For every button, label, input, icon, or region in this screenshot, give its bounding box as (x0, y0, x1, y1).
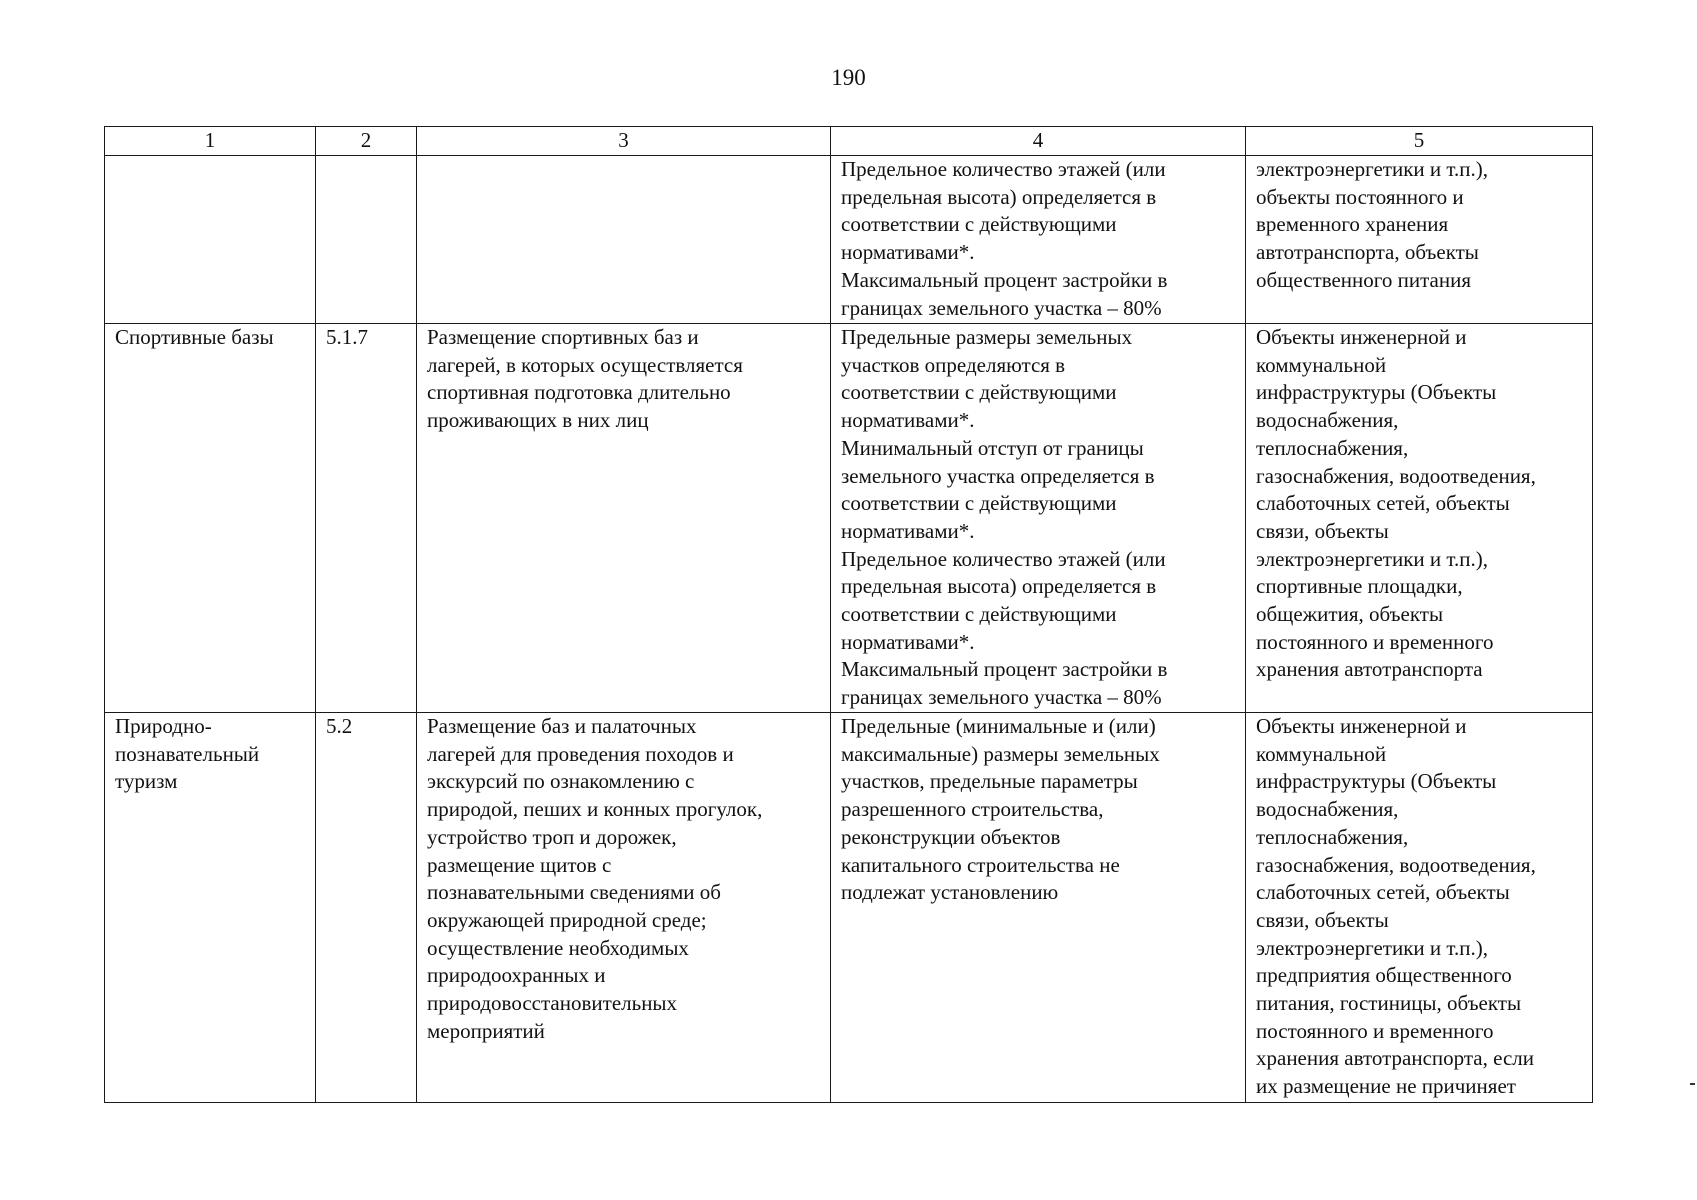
cell-text-line: Предельные размеры земельных (841, 325, 1133, 349)
cell-text-line: туризм (115, 769, 178, 794)
cell-text-line: электроэнергетики и т.п.), (1256, 935, 1488, 960)
cell-text-line: теплоснабжения, (1256, 824, 1409, 849)
cell-text-line: нормативами*. (841, 629, 975, 654)
cell-text-line: земельного участка определяется в (841, 463, 1155, 488)
cell-text-line: нормативами*. (841, 408, 975, 433)
cell-text-line: разрешенного строительства, (841, 797, 1104, 822)
auxiliary-uses-cell (1246, 156, 1593, 324)
cell-text-line: газоснабжения, водоотведения, (1256, 463, 1536, 488)
cell-text-line: нормативами*. (841, 518, 975, 543)
cell-text-line: постоянного и временного (1256, 629, 1494, 654)
cell-text-line: инфраструктуры (Объекты (1256, 380, 1497, 405)
cell-text-line: Размещение баз и палаточных (427, 714, 697, 738)
cell-text-line: спортивная подготовка длительно (427, 380, 731, 405)
cell-text-line: природовосстановительных (427, 991, 678, 1016)
cell-text-line: лагерей для проведения походов и (427, 741, 734, 766)
cell-text-line: окружающей природной среде; (427, 907, 707, 932)
parameters-cell (831, 156, 1246, 324)
page-number: 190 (831, 65, 866, 90)
cell-text-line: подлежат установлению (841, 880, 1059, 905)
cell-text-line: автотранспорта, объекты (1256, 240, 1479, 265)
cell-text-line: общежития, объекты (1256, 602, 1444, 627)
cell-text-line: реконструкции объектов (841, 824, 1061, 849)
cell-text-line: хранения автотранспорта, если (1256, 1046, 1535, 1071)
cell-text-line: Размещение спортивных баз и (427, 325, 699, 349)
cell-text-line: капитального строительства не (841, 852, 1120, 877)
table-row (105, 324, 1593, 713)
column-header-5: 5 (1246, 127, 1593, 156)
cell-text-line: максимальные) размеры земельных (841, 741, 1160, 766)
cell-text-line: временного хранения (1256, 212, 1449, 237)
column-header-2: 2 (316, 127, 417, 156)
cell-text-line: Минимальный отступ от границы (841, 435, 1144, 460)
cell-text-line: инфраструктуры (Объекты (1256, 769, 1497, 794)
use-description-cell (417, 713, 831, 1103)
cell-text-line: постоянного и временного (1256, 1018, 1494, 1043)
cell-text-line: соответствии с действующими (841, 380, 1117, 405)
cell-text-line: водоснабжения, (1256, 408, 1399, 433)
use-description-cell (417, 324, 831, 713)
cell-text-line: соответствии с действующими (841, 491, 1117, 516)
cell-text-line: осуществление необходимых (427, 935, 689, 960)
cell-text-line: природоохранных и (427, 963, 606, 988)
cell-text-line: границах земельного участка – 80% (841, 295, 1162, 320)
table-row (105, 156, 1593, 324)
cell-text-line: их размещение не причиняет (1256, 1074, 1516, 1099)
cell-text-line: участков, предельные параметры (841, 769, 1138, 794)
cell-text-line: теплоснабжения, (1256, 435, 1409, 460)
cell-text-line: коммунальной (1256, 352, 1387, 377)
use-description-cell (417, 156, 831, 324)
cell-text-line: участков определяются в (841, 352, 1066, 377)
use-type-name-cell (105, 156, 316, 324)
cell-text-line: Предельное количество этажей (или (841, 157, 1166, 181)
cell-text-line: газоснабжения, водоотведения, (1256, 852, 1536, 877)
column-header-1: 1 (105, 127, 316, 156)
cell-text-line: проживающих в них лиц (427, 408, 649, 433)
cell-text-line: электроэнергетики и т.п.), (1256, 546, 1488, 571)
cell-text-line: водоснабжения, (1256, 797, 1399, 822)
cell-text-line: Максимальный процент застройки в (841, 267, 1168, 292)
auxiliary-uses-cell (1246, 324, 1593, 713)
cell-text-line: спортивные площадки, (1256, 574, 1463, 599)
cell-text-line: Предельные (минимальные и (или) (841, 714, 1156, 738)
cell-text-line: связи, объекты (1256, 907, 1389, 932)
cell-text-line: лагерей, в которых осуществляется (427, 352, 743, 377)
use-type-name-cell (105, 713, 316, 1103)
cell-text-line: слаботочных сетей, объекты (1256, 880, 1510, 905)
cell-text-line: познавательный (115, 741, 260, 766)
cell-text-line: Объекты инженерной и (1256, 714, 1467, 738)
cell-text-line: коммунальной (1256, 741, 1387, 766)
cell-text-line: Максимальный процент застройки в (841, 657, 1168, 682)
column-header-4: 4 (831, 127, 1246, 156)
cell-text-line: соответствии с действующими (841, 212, 1117, 237)
cell-text-line: экскурсий по ознакомлению с (427, 769, 695, 794)
cell-text-line: предельная высота) определяется в (841, 184, 1157, 209)
use-type-code-cell (316, 713, 417, 1103)
cell-text-line: общественного питания (1256, 267, 1471, 292)
margin-mark (1690, 1083, 1695, 1085)
cell-text-line: устройство троп и дорожек, (427, 824, 677, 849)
table-row (105, 713, 1593, 1103)
cell-text-line: слаботочных сетей, объекты (1256, 491, 1510, 516)
auxiliary-uses-cell (1246, 713, 1593, 1103)
cell-text-line: Природно- (115, 714, 212, 738)
cell-text-line: Объекты инженерной и (1256, 325, 1467, 349)
cell-text-line: объекты постоянного и (1256, 184, 1464, 209)
cell-text-line: границах земельного участка – 80% (841, 685, 1162, 710)
table-header-row (105, 127, 1593, 156)
column-header-3: 3 (417, 127, 831, 156)
parameters-cell (831, 713, 1246, 1103)
use-type-code-cell (316, 156, 417, 324)
land-use-table (104, 126, 1593, 1103)
cell-text-line: познавательными сведениями об (427, 880, 721, 905)
cell-text-line: предприятия общественного (1256, 963, 1512, 988)
cell-text-line: соответствии с действующими (841, 602, 1117, 627)
cell-text-line: природой, пеших и конных прогулок, (427, 797, 763, 822)
cell-text-line: 5.2 (326, 714, 353, 738)
cell-text-line: Спортивные базы (115, 325, 274, 349)
cell-text-line: 5.1.7 (326, 325, 368, 349)
cell-text-line: мероприятий (427, 1018, 545, 1043)
cell-text-line: предельная высота) определяется в (841, 574, 1157, 599)
parameters-cell (831, 324, 1246, 713)
cell-text-line: размещение щитов с (427, 852, 612, 877)
cell-text-line: Предельное количество этажей (или (841, 546, 1166, 571)
cell-text-line: связи, объекты (1256, 518, 1389, 543)
use-type-code-cell (316, 324, 417, 713)
cell-text-line: хранения автотранспорта (1256, 657, 1483, 682)
use-type-name-cell (105, 324, 316, 713)
cell-text-line: нормативами*. (841, 240, 975, 265)
cell-text-line: электроэнергетики и т.п.), (1256, 157, 1488, 181)
cell-text-line: питания, гостиницы, объекты (1256, 991, 1522, 1016)
